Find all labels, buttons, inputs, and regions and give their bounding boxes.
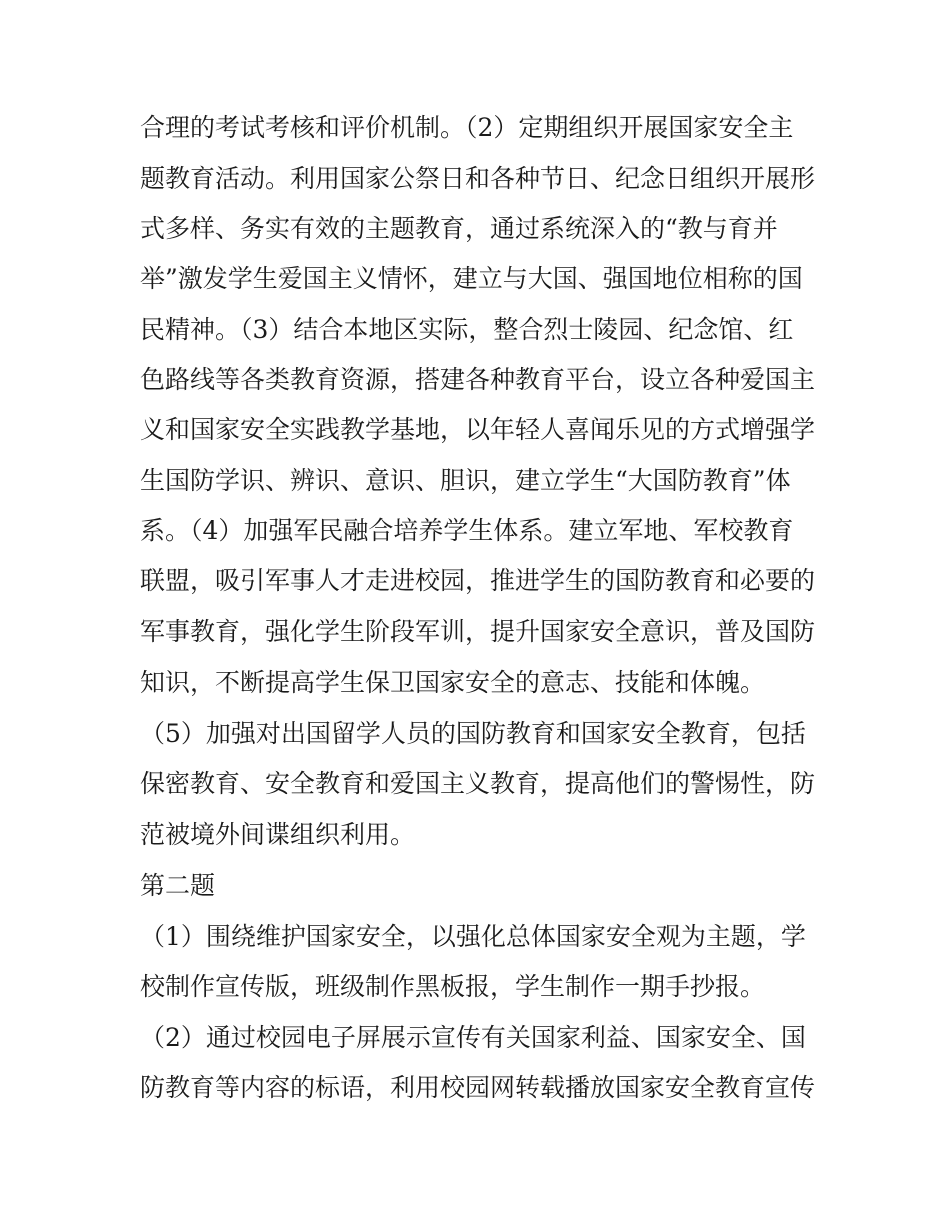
text-line: 合理的考试考核和评价机制。（2）定期组织开展国家安全主: [140, 113, 794, 142]
text-line: 式多样、务实有效的主题教育，通过系统深入的“教与育并: [140, 214, 778, 243]
text-line: （2）通过校园电子屏展示宣传有关国家利益、国家安全、国: [140, 1023, 806, 1052]
text-line: 题教育活动。利用国家公祭日和各种节日、纪念日组织开展形: [140, 164, 816, 193]
text-line: 军事教育，强化学生阶段军训，提升国家安全意识，普及国防: [140, 617, 816, 646]
text-line: 校制作宣传版，班级制作黑板报，学生制作一期手抄报。: [140, 972, 766, 1001]
text-line: （1）围绕维护国家安全，以强化总体国家安全观为主题，学: [140, 922, 806, 951]
section-heading: 第二题: [140, 871, 216, 900]
text-line: （5）加强对出国留学人员的国防教育和国家安全教育，包括: [140, 719, 806, 748]
text-line: 举”激发学生爱国主义情怀，建立与大国、强国地位相称的国: [140, 264, 803, 293]
text-line: 保密教育、安全教育和爱国主义教育，提高他们的警惕性，防: [140, 769, 816, 798]
text-line: 防教育等内容的标语，利用校园网转载播放国家安全教育宣传: [140, 1073, 816, 1102]
text-line: 知识，不断提高学生保卫国家安全的意志、技能和体魄。: [140, 668, 766, 697]
text-line: 色路线等各类教育资源，搭建各种教育平台，设立各种爱国主: [140, 365, 816, 394]
text-line: 民精神。（3）结合本地区实际，整合烈士陵园、纪念馆、红: [140, 315, 794, 344]
text-line: 生国防学识、辨识、意识、胆识，建立学生“大国防教育”体: [140, 466, 791, 495]
text-line: 系。（4）加强军民融合培养学生体系。建立军地、军校教育: [140, 516, 794, 545]
text-line: 联盟，吸引军事人才走进校园，推进学生的国防教育和必要的: [140, 566, 816, 595]
text-line: 义和国家安全实践教学基地，以年轻人喜闻乐见的方式增强学: [140, 415, 816, 444]
text-line: 范被境外间谍组织利用。: [140, 820, 416, 849]
